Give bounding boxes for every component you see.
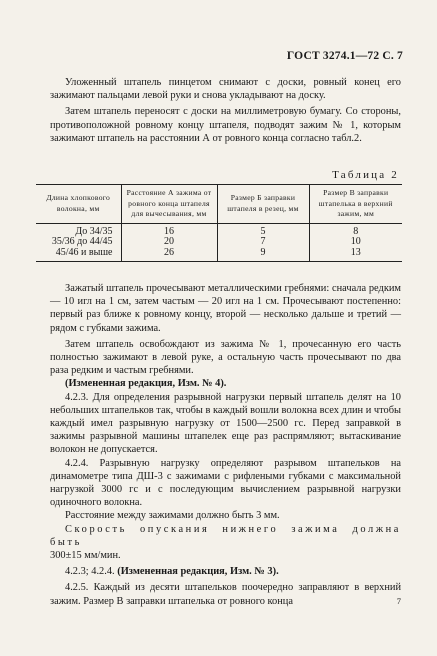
- cell-fiber-length: 45/46 и выше: [36, 248, 121, 262]
- cell-size-b: 7: [217, 237, 309, 248]
- paragraph-4-2-3: 4.2.3. Для определения разрывной нагрузки первый штапель делят на 10 небольших штапельков так, чтобы в каждый вошли волокна всех длин и чтобы каждый имел разрывную нагрузку от 1500—2500 гс. Перед заправкой в зажимы разрывной машины штапелек еще раз распрямляют; вытаскивание волокон не допускается.: [50, 391, 401, 456]
- amendment-clauses: 4.2.3; 4.2.4.: [65, 566, 115, 578]
- table-row: [36, 223, 402, 237]
- table-row: [36, 248, 402, 262]
- cell-size-b: 9: [217, 248, 309, 262]
- paragraph-release: Затем штапель освобождают из зажима № 1, прочесанную его часть полностью зажимают в левой руке, а остальную часть прочесывают по два раза редким и частым гребнями.: [50, 338, 401, 377]
- cell-fiber-length: До 34/35: [75, 225, 113, 237]
- page-header: ГОСТ 3274.1—72 С. 7: [286, 50, 403, 62]
- table-header-row: [36, 185, 402, 224]
- amendment-text-3: (Измененная редакция, Изм. № 3).: [117, 566, 279, 578]
- paragraph-4-2-4: 4.2.4. Разрывную нагрузку определяют разрывом штапельков на динамометре типа ДШ-3 с зажимами с рифлеными губками с максимальной нагрузкой 3000 гс и с последующим вычислением разрывной нагрузки одиночного волокна.: [50, 457, 401, 509]
- header-size-b: Размер Б заправки штапеля в резец, мм: [217, 185, 309, 224]
- paragraph-combing: Зажатый штапель прочесывают металлическими гребнями: сначала редким — 10 игл на 1 см, затем частым — 20 игл на 1 см. Прочесывают постепенно: первый раз ближе к ровному концу, второй — несколько дальше и третий — рядом с губками зажима.: [50, 283, 401, 334]
- amendment-note-3: [50, 565, 401, 578]
- paragraph-speed: Скорость опускания нижнего зажима должна быть: [50, 523, 401, 548]
- cell-size-c: 8: [309, 223, 402, 237]
- cell-size-b: 5: [217, 223, 309, 237]
- cell-fiber-length: 35/36 до 44/45: [51, 236, 113, 248]
- paragraph-speed-value: 300±15 мм/мин.: [50, 550, 121, 562]
- cell-distance-a: 20: [121, 237, 217, 248]
- paragraph-intro-1: Уложенный штапель пинцетом снимают с доски, ровный конец его зажимают пальцами левой руки и снова укладывают на доску.: [50, 77, 401, 102]
- cell-distance-a: 16: [121, 223, 217, 237]
- header-size-c: Размер В заправки штапелька в верхний зажим, мм: [309, 185, 402, 224]
- paragraph-clamp-distance: Расстояние между зажимами должно быть 3 мм.: [65, 510, 280, 522]
- header-distance-a: Расстояние А зажима от ровного конца штапеля для вычесывания, мм: [121, 185, 217, 224]
- table-2: [36, 184, 402, 262]
- paragraph-4-2-5: 4.2.5. Каждый из десяти штапельков поочередно заправляют в верхний зажим. Размер В заправки штапелька от ровного конца: [50, 582, 401, 607]
- cell-distance-a: 26: [121, 248, 217, 262]
- amendment-note-4: (Измененная редакция, Изм. № 4).: [65, 378, 227, 390]
- body-text: [50, 282, 401, 608]
- header-fiber-length: Длина хлопкового волокна, мм: [36, 185, 121, 224]
- cell-size-c: 10: [309, 237, 402, 248]
- page-number: 7: [396, 596, 401, 606]
- table-caption: Таблица 2: [332, 169, 399, 181]
- intro-text: [50, 76, 401, 145]
- paragraph-intro-2: Затем штапель переносят с доски на миллиметровую бумагу. Со стороны, противоположной ровному концу штапеля, подводят зажим № 1, которым зажимают штапель на расстоянии А от ровного конца согласно табл.2.: [50, 106, 401, 144]
- cell-size-c: 13: [309, 248, 402, 262]
